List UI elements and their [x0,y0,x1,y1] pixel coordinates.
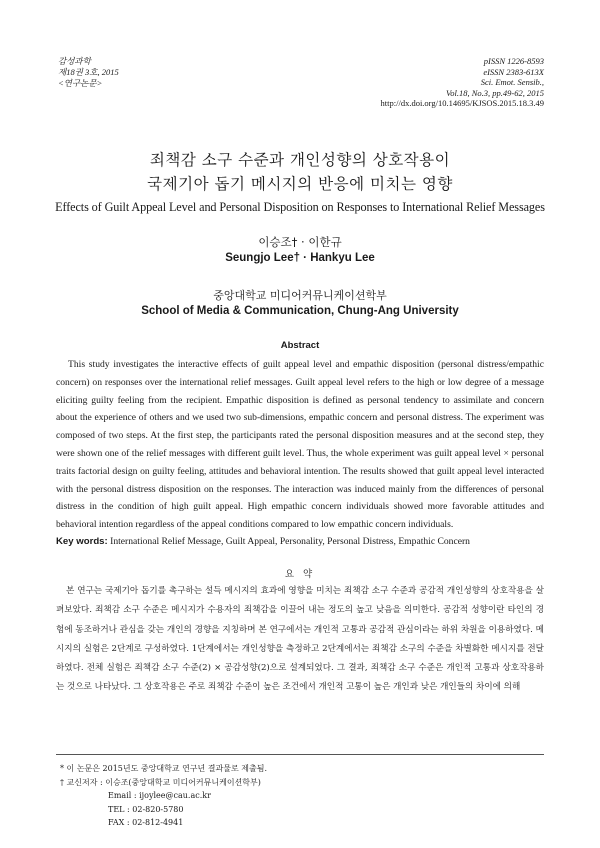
eissn: eISSN 2383-613X [483,66,544,77]
footnotes [60,762,267,830]
footnote-funding: * 이 논문은 2015년도 중앙대학교 연구년 결과물로 제출됨. [60,764,267,773]
author-tel: TEL : 02-820-5780 [108,804,184,814]
journal-volume: 제18권 3호, 2015 [58,67,119,77]
title-english: Effects of Guilt Appeal Level and Personal Disposition on Responses to International Relief Messages [55,200,545,214]
keywords [56,535,544,549]
pissn: pISSN 1226-8593 [483,56,544,66]
article-type: <연구논문> [58,78,103,88]
journal-name: 감성과학 [58,56,91,66]
footnote-corresponding-author: † 교신저자 : 이승조(중앙대학교 미디어커뮤니케이션학부) [60,777,261,787]
journal-header-left [58,56,119,89]
abstract-body: This study investigates the interactive effects of guilt appeal level and empathic disposition (personal distress/empathic concern) on responses over the international relief messages. Guilt appeal level refers to the high or low degree of a message eliciting guilty feeling from the recipient. Empathic disposition is defined as personal tendency to assimilate and concern about the experience of others and we used two sub-dimensions, empathic concern and personal distress. The experiment was composed of two steps. At the first step, the participants rated the personal disposition measures and at the second step, they were shown one of the relief messages with different guilt level. Thus, the whole experiment was guilt appeal level × personal traits factorial design on guilty feeling, attitudes and behavioral intention. The results showed that guilt appeal level interacted with the personal distress disposition on the responses. The interaction was induced mainly from the differences of personal distress in the condition of high guilt appeal. High empathic concern individuals showed more favorable attitudes and behavioral intention regardless of the appeal conditions compared to low empathic concern individuals. [56,359,544,531]
affiliation-english: School of Media & Communication, Chung-Ang University [141,305,459,317]
volume-pages: Vol.18, No.3, pp.49-62, 2015 [446,87,544,98]
title-korean-line2: 국제기아 돕기 메시지의 반응에 미치는 영향 [147,175,453,193]
korean-summary-body: 본 연구는 국제기아 돕기를 촉구하는 설득 메시지의 효과에 영향을 미치는 죄책감 소구 수준과 공감적 개인성향의 상호작용을 살펴보았다. 죄책감 소구 수준은 메시지가 수용자의 죄책감을 이끌어 내는 정도의 높고 낮음을 의미한다. 공감적 성향이란 타인의 경험에 동조하거나 관심을 갖는 개인의 경향을 지칭하며 본 연구에서는 개인적 고통과 공감적 관심이라는 하위 차원을 이용하였다. 메시지의 실험은 2단계로 구성하였다. 1단계에서는 개인성향을 측정하고 2단계에서는 죄책감 소구의 수준을 차별화한 메시지를 전달하였다. 전체 실험은 죄책감 소구 수준(2) × 공감성향(2)으로 설계되었다. 그 결과, 죄책감 소구 수준은 개인적 고통과 상호작용하는 것으로 나타났다. 그 상호작용은 주로 죄책감 수준이 높은 조건에서 개인적 고통이 높은 개인과 낮은 개인들의 차이에 의해 [56,586,544,693]
authors-korean: 이승조† · 이한규 [258,235,342,249]
authors-english: Seungjo Lee† · Hankyu Lee [225,252,375,264]
keywords-list: International Relief Message, Guilt Appeal, Personality, Personal Distress, Empathic Concern [110,536,470,547]
korean-summary-heading: 요 약 [284,569,316,580]
affiliation-korean: 중앙대학교 미디어커뮤니케이션학부 [213,289,387,302]
keywords-label: Key words: [56,536,108,547]
doi-link[interactable]: http://dx.doi.org/10.14695/KJSOS.2015.18.3.49 [380,98,544,108]
abstract-heading: Abstract [280,340,320,351]
author-email[interactable]: Email : ijoylee@cau.ac.kr [108,791,211,801]
journal-header-right [381,56,544,109]
footnote-divider [56,754,544,755]
journal-abbrev: Sci. Emot. Sensib., [480,77,544,87]
author-fax: FAX : 02-812-4941 [108,818,184,828]
title-korean-line1: 죄책감 소구 수준과 개인성향의 상호작용이 [149,151,451,169]
